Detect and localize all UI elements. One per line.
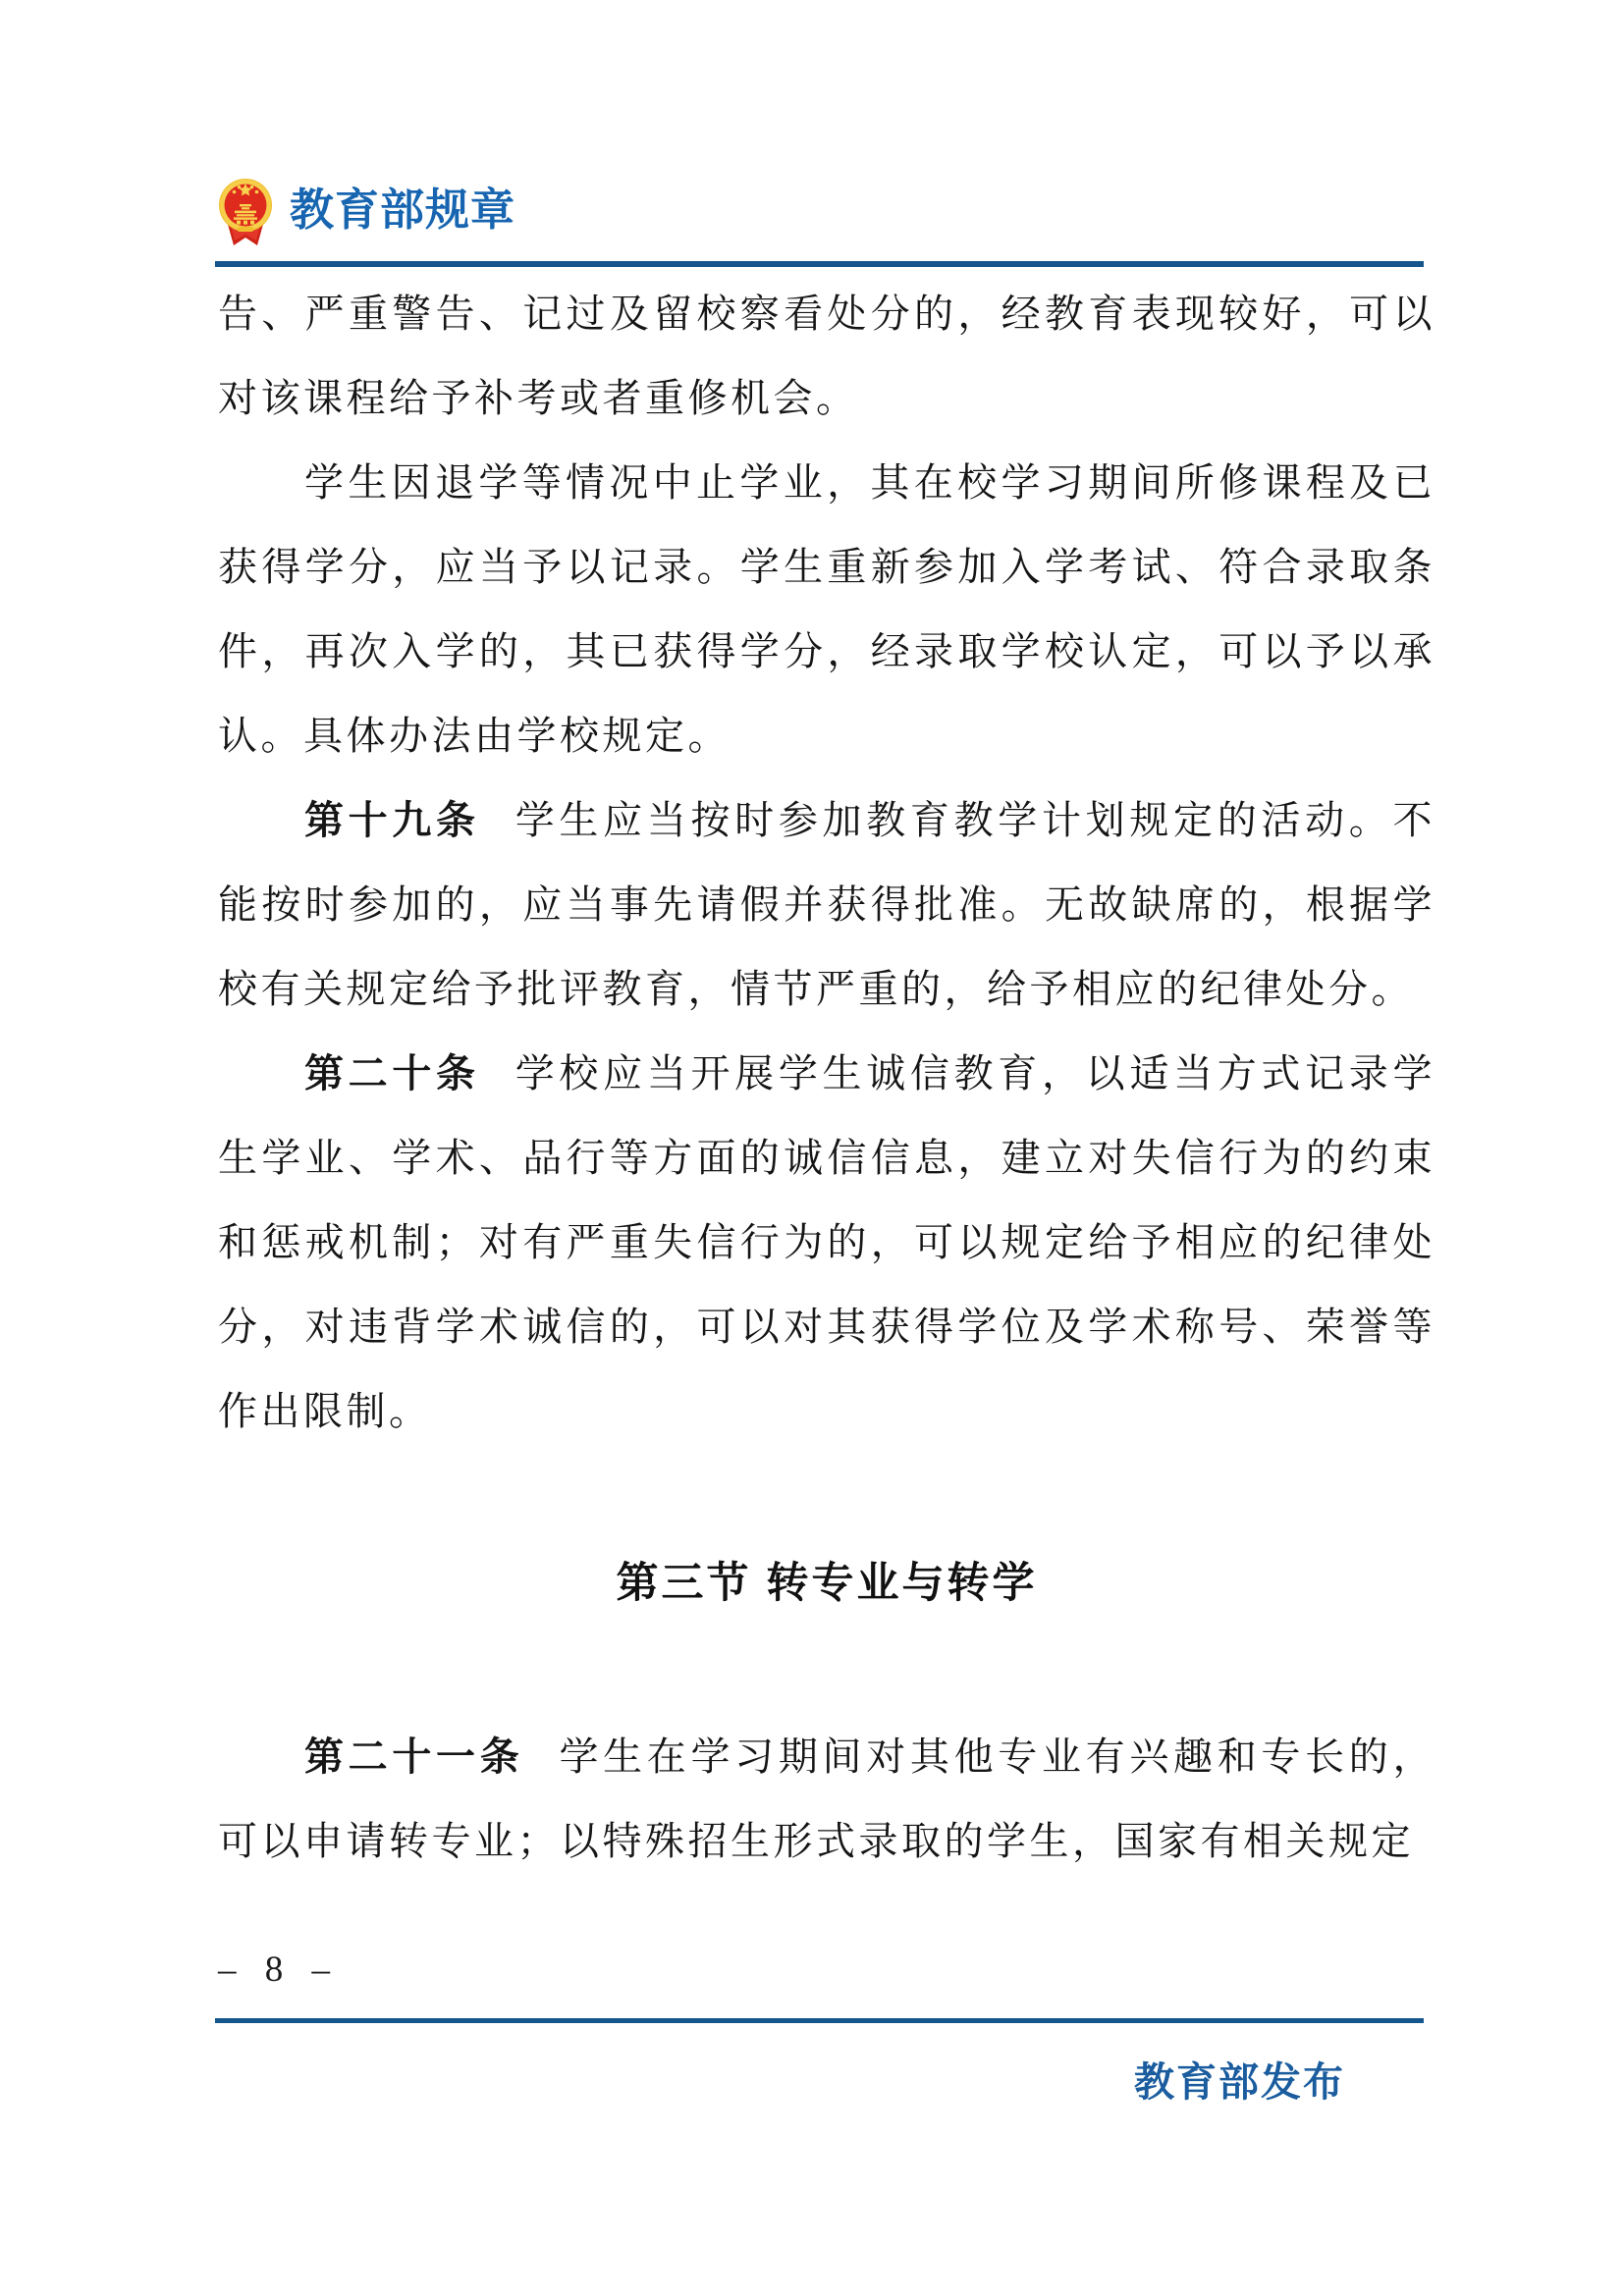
paragraph: [218, 441, 1435, 778]
paragraph-group-top: [218, 272, 1435, 1454]
article-number: 第十九条: [304, 799, 480, 842]
article-number: 第二十条: [304, 1052, 480, 1095]
article-number: 第二十一条: [304, 1735, 524, 1779]
section-heading: 第三节 转专业与转学: [616, 1560, 1038, 1607]
document-body: [218, 272, 1435, 1884]
header-title: 教育部规章: [290, 186, 516, 235]
paragraph-group-bottom: [218, 1715, 1435, 1884]
paragraph: [218, 1032, 1435, 1454]
paragraph-text: 学生应当按时参加教育教学计划规定的活动。不能按时参加的，应当事先请假并获得批准。无故缺席的，根据学校有关规定给予批评教育，情节严重的，给予相应的纪律处分。: [218, 798, 1435, 1011]
paragraph-text: 告、严重警告、记过及留校察看处分的，经教育表现较好，可以对该课程给予补考或者重修机会。: [218, 292, 1435, 420]
footer-rule: [215, 2018, 1424, 2023]
paragraph-text: 学校应当开展学生诚信教育，以适当方式记录学生学业、学术、品行等方面的诚信信息，建立对失信行为的约束和惩戒机制；对有严重失信行为的，可以规定给予相应的纪律处分，对违背学术诚信的，可以对其获得学位及学术称号、荣誉等作出限制。: [218, 1051, 1435, 1433]
paragraph-text: 学生因退学等情况中止学业，其在校学习期间所修课程及已获得学分，应当予以记录。学生重新参加入学考试、符合录取条件，再次入学的，其已获得学分，经录取学校认定，可以予以承认。具体办法由学校规定。: [218, 460, 1435, 758]
header-rule: [215, 261, 1424, 267]
paragraph: [218, 272, 1435, 441]
china-national-emblem-icon: [217, 176, 274, 248]
paragraph: [218, 1715, 1435, 1884]
paragraph: [218, 778, 1435, 1032]
footer-publisher: 教育部发布: [1134, 2059, 1345, 2105]
page-number: – 8 –: [218, 1949, 340, 1990]
paragraph-text: 学生在学习期间对其他专业有兴趣和专长的，可以申请转专业；以特殊招生形式录取的学生，国家有相关规定: [218, 1735, 1435, 1863]
